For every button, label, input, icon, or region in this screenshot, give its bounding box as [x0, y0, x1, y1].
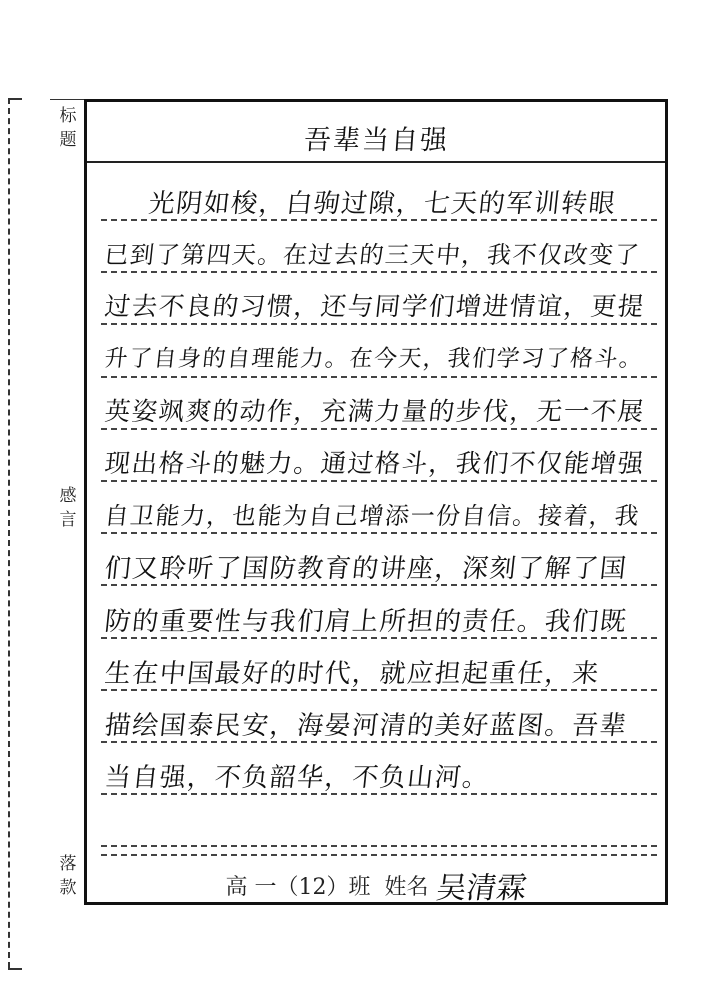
body-label	[52, 484, 84, 532]
binding-tick	[8, 98, 22, 100]
essay-line: 描绘国泰民安，海晏河清的美好蓝图。吾辈	[103, 711, 629, 741]
title-label-text: 标题	[59, 106, 77, 150]
essay-title: 吾辈当自强	[302, 125, 450, 156]
essay-line: 英姿飒爽的动作，充满力量的步伐，无一不展	[103, 396, 647, 427]
ruled-line	[101, 376, 657, 378]
essay-line: 防的重要性与我们肩上所担的责任。我们既	[103, 606, 629, 637]
essay-sheet	[84, 99, 668, 905]
sign-label	[52, 852, 84, 900]
sign-label-text: 落款	[59, 854, 77, 898]
name-label: 姓名	[384, 874, 429, 900]
ruled-line	[101, 271, 657, 273]
essay-line: 生在中国最好的时代，就应担起重任，来	[103, 658, 602, 689]
binding-dashed-line	[8, 98, 10, 968]
signature-row	[87, 864, 665, 906]
title-label	[52, 104, 84, 152]
essay-line: 光阴如梭，白驹过隙，七天的军训转眼	[147, 189, 618, 219]
student-name: 吴清霖	[433, 871, 529, 906]
binding-tick	[8, 968, 22, 970]
essay-line: 现出格斗的魅力。通过格斗，我们不仅能增强	[103, 449, 647, 479]
essay-line: 们又聆听了国防教育的讲座，深刻了解了国	[103, 554, 629, 585]
essay-line: 过去不良的习惯，还与同学们增进情谊，更提	[103, 292, 647, 323]
essay-line: 当自强，不负韶华，不负山河。	[103, 763, 492, 794]
class-info: 高 一（12）班	[225, 874, 371, 900]
ruled-line	[101, 323, 657, 325]
ruled-line	[101, 845, 657, 847]
essay-line: 升了自身的自理能力。在今天，我们学习了格斗。	[103, 345, 645, 372]
ruled-line	[101, 480, 657, 482]
label-top-rule	[50, 99, 84, 100]
ruled-line	[101, 532, 657, 534]
title-row	[87, 102, 665, 163]
body-label-text: 感言	[59, 486, 77, 530]
essay-line: 自卫能力，也能为自己增添一份自信。接着，我	[103, 502, 642, 531]
essay-line: 已到了第四天。在过去的三天中，我不仅改变了	[103, 241, 642, 270]
ruled-line	[101, 428, 657, 430]
ruled-line	[101, 854, 657, 856]
